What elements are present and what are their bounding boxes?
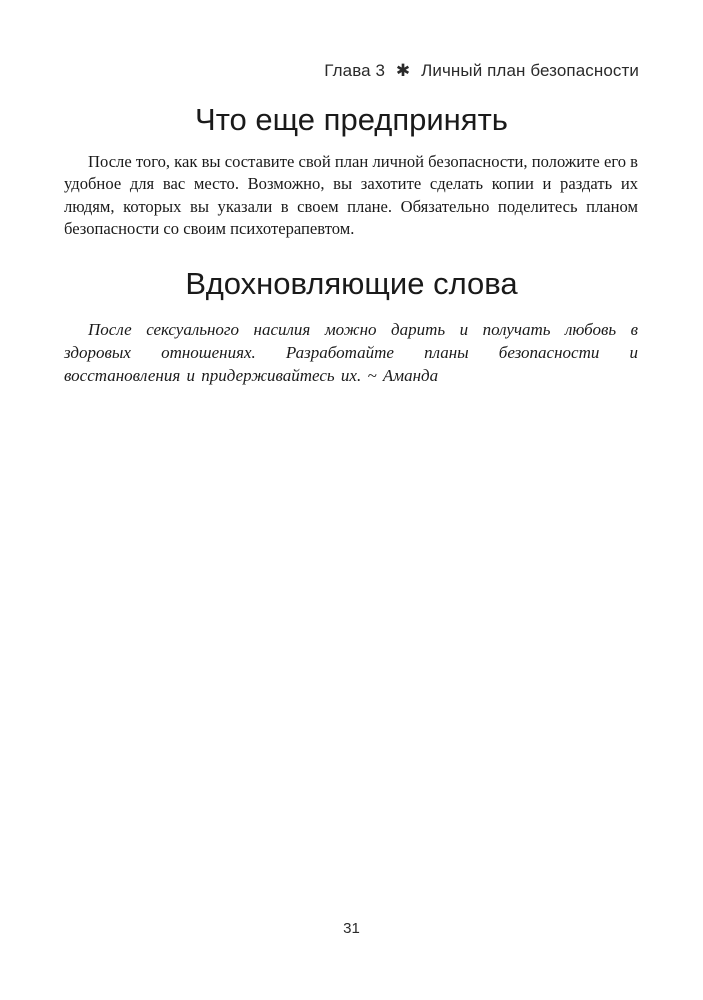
chapter-title: Личный план безопасности bbox=[421, 61, 639, 80]
page-number: 31 bbox=[343, 920, 360, 937]
chapter-label: Глава 3 bbox=[324, 61, 386, 80]
asterisk-icon: ✱ bbox=[395, 61, 411, 80]
section-paragraph-next-steps: После того, как вы составите свой план личной безопасности, положите его в удобное для вас место. Возможно, вы захотите сделать копии и раздать их людям, которых вы указали в своем плане. Обязательно поделитесь планом безопасности со своим психотерапевтом. bbox=[64, 152, 638, 239]
running-header bbox=[324, 61, 639, 81]
section-title-inspiring-words: Вдохновляющие слова bbox=[185, 266, 518, 301]
inspiring-quote: После сексуального насилия можно дарить и получать любовь в здоровых отношениях. Разработайте планы безопасности и восстановления и придерживайтесь их. ~ Аманда bbox=[64, 320, 638, 385]
section-title-next-steps: Что еще предпринять bbox=[195, 102, 508, 137]
